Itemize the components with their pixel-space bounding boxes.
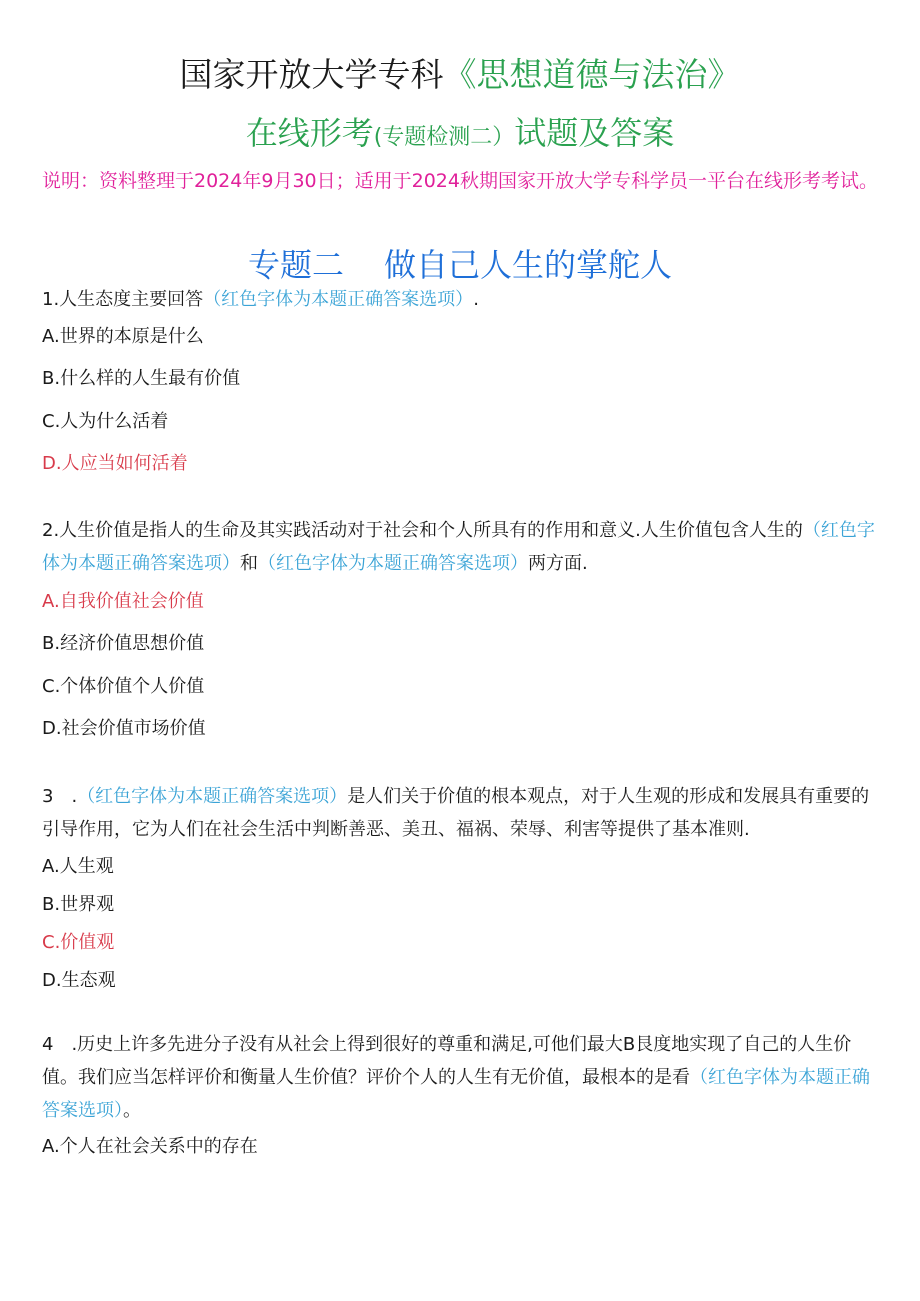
subtitle-part-1: 在线形考: [245, 114, 374, 152]
question-3-option-c-correct: C.价值观: [42, 932, 115, 953]
topic-heading: [0, 244, 920, 286]
subtitle-part-3: 试题及答案: [514, 114, 675, 152]
question-4-end: 。: [123, 1100, 141, 1121]
subtitle-part-2: (专题检测二）: [373, 125, 515, 150]
answer-hint: （红色字体为本题正确答案选项）: [258, 553, 528, 574]
answer-hint: （红色字体为本题正确答案选项）: [42, 520, 875, 574]
explanation-note: 说明：资料整理于2024年9月30日；适用于2024秋期国家开放大学专科学员一平台在线形考考试。: [42, 170, 878, 192]
question-2-text: 2.人生价值是指人的生命及其实践活动对于社会和个人所具有的作用和意义.人生价值包含人生的: [42, 520, 803, 541]
question-1-end: .: [473, 289, 479, 310]
question-2-option-c: C.个体价值个人价值: [42, 676, 205, 697]
question-4-option-a: A.个人在社会关系中的存在: [42, 1136, 258, 1157]
question-1-option-d-correct: D.人应当如何活着: [42, 453, 188, 474]
title-black-part: 国家开放大学专科: [179, 55, 444, 94]
question-2-option-a-correct: A.自我价值社会价值: [42, 591, 204, 612]
topic-title: 做自己人生的掌舵人: [384, 246, 673, 284]
question-1-text: 1.人生态度主要回答: [42, 289, 204, 310]
question-3-stem: [42, 780, 882, 846]
title-course-name: 《思想道德与法治》: [443, 55, 741, 94]
question-1-option-a: A.世界的本原是什么: [42, 326, 204, 347]
question-3-text: 是人们关于价值的根本观点，对于人生观的形成和发展具有重要的引导作用，它为人们在社会生活中判断善恶、美丑、福祸、荣辱、利害等提供了基本准则.: [42, 786, 870, 840]
question-1-option-b: B.什么样的人生最有价值: [42, 368, 241, 389]
topic-number: 专题二: [247, 246, 344, 284]
question-2-end: 两方面.: [528, 553, 588, 574]
question-1-stem: [42, 283, 882, 316]
question-2-mid: 和: [240, 553, 258, 574]
answer-hint: （红色字体为本题正确答案选项）: [77, 786, 348, 807]
document-title: [0, 52, 920, 98]
question-3-option-b: B.世界观: [42, 894, 115, 915]
question-3-option-a: A.人生观: [42, 856, 114, 877]
question-1-option-c: C.人为什么活着: [42, 411, 169, 432]
answer-hint: （红色字体为本题正确答案选项）: [42, 1067, 870, 1121]
question-3-option-d: D.生态观: [42, 970, 116, 991]
question-2-option-d: D.社会价值市场价值: [42, 718, 206, 739]
question-2-option-b: B.经济价值思想价值: [42, 633, 205, 654]
question-4-stem: [42, 1028, 882, 1127]
document-subtitle: [0, 110, 920, 162]
question-2-stem: [42, 514, 882, 580]
answer-hint: （红色字体为本题正确答案选项）: [203, 289, 474, 310]
question-4-text: 4 .历史上许多先进分子没有从社会上得到很好的尊重和满足,可他们最大B艮度地实现了自己的人生价值。我们应当怎样评价和衡量人生价值？评价个人的人生有无价值，最根本的是看: [42, 1034, 852, 1088]
question-3-number: 3 .: [42, 786, 78, 807]
